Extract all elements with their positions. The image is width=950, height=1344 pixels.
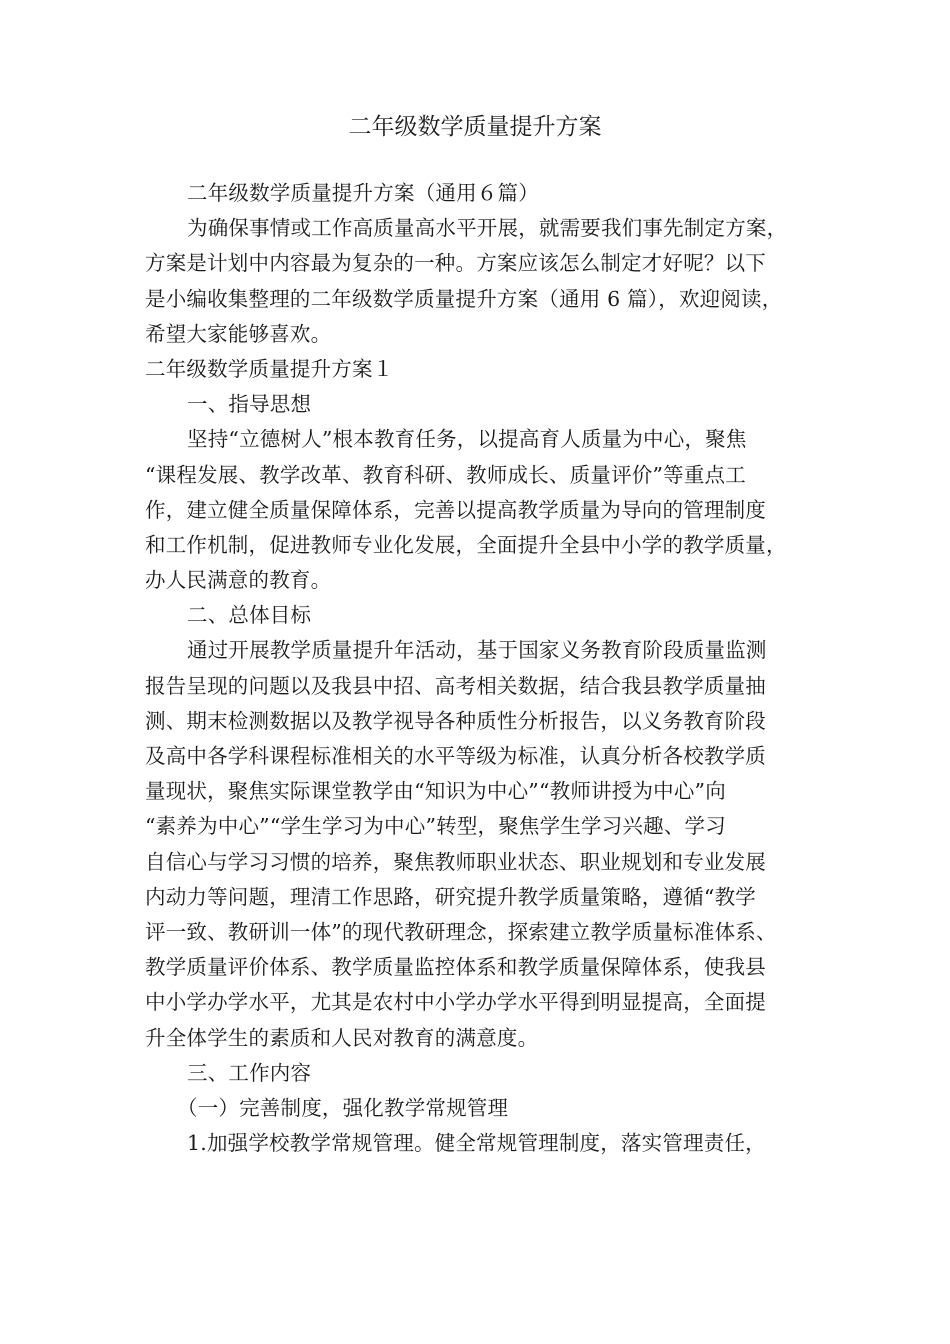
text-line: 中小学办学水平，尤其是农村中小学办学水平得到明显提高，全面提 [145,990,766,1015]
text-line: 1.加强学校教学常规管理。健全常规管理制度，落实管理责任， [187,1131,766,1156]
text-line: 及高中各学科课程标准相关的水平等级为标准，认真分析各校教学质 [145,744,766,768]
text-line: 二年级数学质量提升方案１ [145,356,394,381]
text-line: 三、工作内容 [187,1060,312,1085]
text-line: 办人民满意的教育。 [145,568,332,593]
text-line: 通过开展教学质量提升年活动，基于国家义务教育阶段质量监测 [187,638,767,663]
text-line: 希望大家能够喜欢。 [145,321,332,346]
text-line: 教学质量评价体系、教学质量监控体系和教学质量保障体系，使我县 [145,955,766,980]
text-line: 是小编收集整理的二年级数学质量提升方案（通用 6 篇），欢迎阅读， [145,286,783,311]
text-line: 方案是计划中内容最为复杂的一种。方案应该怎么制定才好呢？以下 [145,251,766,276]
text-line: 二年级数学质量提升方案（通用６篇） [187,181,539,205]
text-line: 为确保事情或工作高质量高水平开展，就需要我们事先制定方案， [187,216,788,241]
text-line: 升全体学生的素质和人民对教育的满意度。 [145,1025,539,1050]
text-line: 报告呈现的问题以及我县中招、高考相关数据，结合我县教学质量抽 [145,673,766,698]
text-line: “课程发展、教学改革、教育科研、教师成长、质量评价”等重点工 [145,462,746,487]
text-line: 评一致、教研训一体”的现代教研理念，探索建立教学质量标准体系、 [145,919,777,944]
text-line: 二、总体目标 [187,603,312,628]
text-line: 一、指导思想 [187,392,312,417]
text-line: 测、期末检测数据以及教学视导各种质性分析报告，以义务教育阶段 [145,708,766,733]
document-body [145,176,825,1161]
text-line: 量现状，聚焦实际课堂教学由“知识为中心”“教师讲授为中心”向 [145,779,726,804]
text-line: 坚持“立德树人”根本教育任务，以提高育人质量为中心，聚焦 [187,427,747,452]
text-line: 自信心与学习习惯的培养，聚焦教师职业状态、职业规划和专业发展 [145,849,766,874]
text-line: “素养为中心”“学生学习为中心”转型，聚焦学生学习兴趣、学习 [145,814,726,839]
text-line: 和工作机制，促进教师专业化发展，全面提升全县中小学的教学质量， [145,532,787,557]
document-title: 二年级数学质量提升方案 [348,114,602,140]
text-line: （一）完善制度，强化教学常规管理 [177,1095,509,1120]
text-line: 内动力等问题，理清工作思路，研究提升教学质量策略，遵循“教学 [145,884,756,909]
text-line: 作，建立健全质量保障体系，完善以提高教学质量为导向的管理制度 [145,497,766,522]
